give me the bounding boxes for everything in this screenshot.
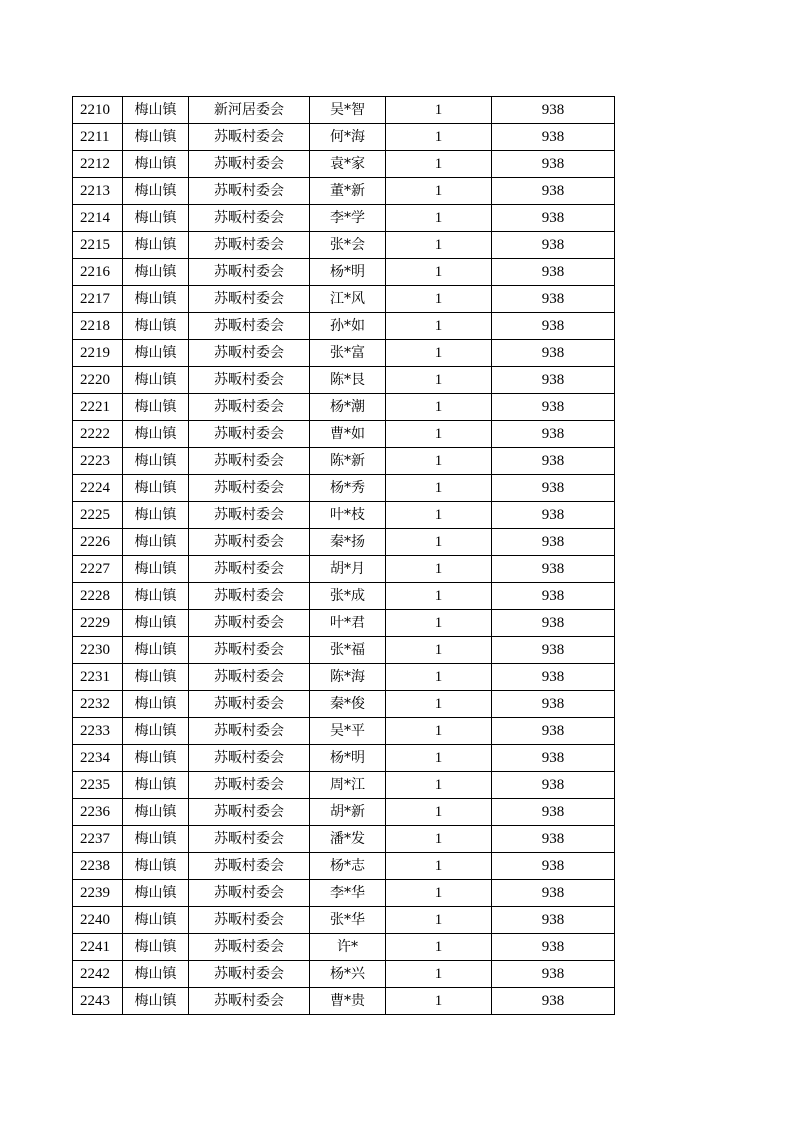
cell-town: 梅山镇 xyxy=(123,799,189,826)
cell-amount: 938 xyxy=(492,475,615,502)
cell-person-name: 张*福 xyxy=(310,637,386,664)
cell-village-committee: 苏畈村委会 xyxy=(189,691,310,718)
cell-town: 梅山镇 xyxy=(123,529,189,556)
cell-town: 梅山镇 xyxy=(123,502,189,529)
cell-town: 梅山镇 xyxy=(123,988,189,1015)
cell-town: 梅山镇 xyxy=(123,610,189,637)
cell-serial-number: 2236 xyxy=(73,799,123,826)
cell-serial-number: 2237 xyxy=(73,826,123,853)
cell-amount: 938 xyxy=(492,97,615,124)
cell-town: 梅山镇 xyxy=(123,907,189,934)
cell-person-name: 张*会 xyxy=(310,232,386,259)
cell-village-committee: 苏畈村委会 xyxy=(189,934,310,961)
cell-person-name: 叶*君 xyxy=(310,610,386,637)
roster-table-body xyxy=(73,97,615,1015)
cell-village-committee: 苏畈村委会 xyxy=(189,718,310,745)
table-row xyxy=(73,880,615,907)
cell-village-committee: 苏畈村委会 xyxy=(189,529,310,556)
cell-serial-number: 2227 xyxy=(73,556,123,583)
cell-amount: 938 xyxy=(492,151,615,178)
cell-serial-number: 2218 xyxy=(73,313,123,340)
cell-town: 梅山镇 xyxy=(123,826,189,853)
cell-amount: 938 xyxy=(492,502,615,529)
cell-person-name: 潘*发 xyxy=(310,826,386,853)
cell-serial-number: 2223 xyxy=(73,448,123,475)
cell-person-name: 李*华 xyxy=(310,880,386,907)
cell-amount: 938 xyxy=(492,529,615,556)
cell-serial-number: 2229 xyxy=(73,610,123,637)
cell-count: 1 xyxy=(386,934,492,961)
cell-count: 1 xyxy=(386,421,492,448)
table-row xyxy=(73,583,615,610)
table-row xyxy=(73,853,615,880)
cell-amount: 938 xyxy=(492,799,615,826)
cell-town: 梅山镇 xyxy=(123,259,189,286)
cell-town: 梅山镇 xyxy=(123,583,189,610)
cell-count: 1 xyxy=(386,637,492,664)
cell-village-committee: 苏畈村委会 xyxy=(189,448,310,475)
table-row xyxy=(73,286,615,313)
cell-town: 梅山镇 xyxy=(123,286,189,313)
cell-count: 1 xyxy=(386,205,492,232)
cell-serial-number: 2234 xyxy=(73,745,123,772)
cell-person-name: 陈*海 xyxy=(310,664,386,691)
cell-person-name: 江*风 xyxy=(310,286,386,313)
table-row xyxy=(73,178,615,205)
cell-count: 1 xyxy=(386,718,492,745)
table-row xyxy=(73,799,615,826)
cell-town: 梅山镇 xyxy=(123,448,189,475)
cell-amount: 938 xyxy=(492,880,615,907)
cell-person-name: 董*新 xyxy=(310,178,386,205)
cell-village-committee: 苏畈村委会 xyxy=(189,367,310,394)
table-row xyxy=(73,340,615,367)
cell-person-name: 吴*智 xyxy=(310,97,386,124)
cell-serial-number: 2241 xyxy=(73,934,123,961)
table-row xyxy=(73,421,615,448)
cell-amount: 938 xyxy=(492,259,615,286)
cell-serial-number: 2230 xyxy=(73,637,123,664)
cell-serial-number: 2240 xyxy=(73,907,123,934)
cell-count: 1 xyxy=(386,907,492,934)
cell-amount: 938 xyxy=(492,205,615,232)
cell-person-name: 杨*明 xyxy=(310,259,386,286)
cell-count: 1 xyxy=(386,745,492,772)
table-row xyxy=(73,259,615,286)
cell-serial-number: 2242 xyxy=(73,961,123,988)
cell-amount: 938 xyxy=(492,313,615,340)
cell-village-committee: 苏畈村委会 xyxy=(189,988,310,1015)
table-row xyxy=(73,556,615,583)
cell-village-committee: 苏畈村委会 xyxy=(189,745,310,772)
table-row xyxy=(73,151,615,178)
table-row xyxy=(73,313,615,340)
cell-count: 1 xyxy=(386,367,492,394)
cell-town: 梅山镇 xyxy=(123,124,189,151)
cell-amount: 938 xyxy=(492,718,615,745)
cell-town: 梅山镇 xyxy=(123,421,189,448)
cell-person-name: 杨*潮 xyxy=(310,394,386,421)
table-row xyxy=(73,232,615,259)
cell-amount: 938 xyxy=(492,826,615,853)
cell-village-committee: 苏畈村委会 xyxy=(189,394,310,421)
cell-person-name: 孙*如 xyxy=(310,313,386,340)
cell-town: 梅山镇 xyxy=(123,934,189,961)
cell-serial-number: 2233 xyxy=(73,718,123,745)
cell-count: 1 xyxy=(386,178,492,205)
cell-amount: 938 xyxy=(492,556,615,583)
table-row xyxy=(73,961,615,988)
table-row xyxy=(73,664,615,691)
cell-amount: 938 xyxy=(492,664,615,691)
roster-table xyxy=(72,96,615,1015)
cell-town: 梅山镇 xyxy=(123,151,189,178)
cell-village-committee: 苏畈村委会 xyxy=(189,637,310,664)
cell-amount: 938 xyxy=(492,637,615,664)
table-row xyxy=(73,475,615,502)
table-row xyxy=(73,394,615,421)
cell-town: 梅山镇 xyxy=(123,637,189,664)
cell-village-committee: 苏畈村委会 xyxy=(189,475,310,502)
cell-person-name: 胡*月 xyxy=(310,556,386,583)
cell-town: 梅山镇 xyxy=(123,718,189,745)
cell-amount: 938 xyxy=(492,691,615,718)
cell-amount: 938 xyxy=(492,934,615,961)
table-row xyxy=(73,529,615,556)
cell-village-committee: 苏畈村委会 xyxy=(189,880,310,907)
cell-person-name: 袁*家 xyxy=(310,151,386,178)
cell-village-committee: 苏畈村委会 xyxy=(189,610,310,637)
table-row xyxy=(73,691,615,718)
cell-person-name: 吴*平 xyxy=(310,718,386,745)
cell-serial-number: 2219 xyxy=(73,340,123,367)
cell-count: 1 xyxy=(386,961,492,988)
cell-town: 梅山镇 xyxy=(123,745,189,772)
cell-person-name: 李*学 xyxy=(310,205,386,232)
table-row xyxy=(73,745,615,772)
cell-count: 1 xyxy=(386,691,492,718)
cell-village-committee: 苏畈村委会 xyxy=(189,205,310,232)
cell-amount: 938 xyxy=(492,421,615,448)
cell-town: 梅山镇 xyxy=(123,691,189,718)
cell-serial-number: 2239 xyxy=(73,880,123,907)
cell-village-committee: 苏畈村委会 xyxy=(189,286,310,313)
cell-village-committee: 苏畈村委会 xyxy=(189,907,310,934)
cell-amount: 938 xyxy=(492,124,615,151)
cell-count: 1 xyxy=(386,772,492,799)
cell-amount: 938 xyxy=(492,448,615,475)
cell-amount: 938 xyxy=(492,907,615,934)
cell-village-committee: 苏畈村委会 xyxy=(189,340,310,367)
cell-town: 梅山镇 xyxy=(123,880,189,907)
cell-count: 1 xyxy=(386,313,492,340)
cell-town: 梅山镇 xyxy=(123,313,189,340)
cell-village-committee: 苏畈村委会 xyxy=(189,502,310,529)
cell-serial-number: 2225 xyxy=(73,502,123,529)
table-row xyxy=(73,97,615,124)
cell-serial-number: 2220 xyxy=(73,367,123,394)
table-row xyxy=(73,907,615,934)
table-row xyxy=(73,826,615,853)
cell-village-committee: 苏畈村委会 xyxy=(189,799,310,826)
cell-person-name: 周*江 xyxy=(310,772,386,799)
cell-village-committee: 苏畈村委会 xyxy=(189,124,310,151)
cell-count: 1 xyxy=(386,475,492,502)
cell-serial-number: 2211 xyxy=(73,124,123,151)
cell-count: 1 xyxy=(386,394,492,421)
cell-village-committee: 苏畈村委会 xyxy=(189,772,310,799)
cell-serial-number: 2224 xyxy=(73,475,123,502)
cell-count: 1 xyxy=(386,583,492,610)
cell-count: 1 xyxy=(386,97,492,124)
table-row xyxy=(73,772,615,799)
cell-amount: 938 xyxy=(492,745,615,772)
cell-count: 1 xyxy=(386,340,492,367)
cell-town: 梅山镇 xyxy=(123,367,189,394)
table-row xyxy=(73,502,615,529)
cell-serial-number: 2232 xyxy=(73,691,123,718)
cell-person-name: 陈*艮 xyxy=(310,367,386,394)
cell-person-name: 叶*枝 xyxy=(310,502,386,529)
cell-serial-number: 2213 xyxy=(73,178,123,205)
cell-person-name: 秦*俊 xyxy=(310,691,386,718)
cell-village-committee: 苏畈村委会 xyxy=(189,826,310,853)
cell-amount: 938 xyxy=(492,232,615,259)
cell-town: 梅山镇 xyxy=(123,205,189,232)
cell-count: 1 xyxy=(386,799,492,826)
cell-village-committee: 苏畈村委会 xyxy=(189,232,310,259)
cell-person-name: 陈*新 xyxy=(310,448,386,475)
cell-serial-number: 2222 xyxy=(73,421,123,448)
cell-town: 梅山镇 xyxy=(123,556,189,583)
cell-village-committee: 新河居委会 xyxy=(189,97,310,124)
cell-town: 梅山镇 xyxy=(123,853,189,880)
cell-count: 1 xyxy=(386,286,492,313)
cell-village-committee: 苏畈村委会 xyxy=(189,556,310,583)
cell-count: 1 xyxy=(386,880,492,907)
cell-town: 梅山镇 xyxy=(123,340,189,367)
cell-count: 1 xyxy=(386,826,492,853)
table-row xyxy=(73,988,615,1015)
cell-village-committee: 苏畈村委会 xyxy=(189,961,310,988)
cell-serial-number: 2216 xyxy=(73,259,123,286)
cell-person-name: 曹*如 xyxy=(310,421,386,448)
cell-amount: 938 xyxy=(492,286,615,313)
cell-village-committee: 苏畈村委会 xyxy=(189,313,310,340)
cell-amount: 938 xyxy=(492,367,615,394)
cell-serial-number: 2215 xyxy=(73,232,123,259)
cell-town: 梅山镇 xyxy=(123,394,189,421)
cell-serial-number: 2214 xyxy=(73,205,123,232)
cell-count: 1 xyxy=(386,664,492,691)
cell-town: 梅山镇 xyxy=(123,97,189,124)
cell-village-committee: 苏畈村委会 xyxy=(189,853,310,880)
cell-amount: 938 xyxy=(492,988,615,1015)
cell-serial-number: 2243 xyxy=(73,988,123,1015)
cell-person-name: 许* xyxy=(310,934,386,961)
cell-person-name: 杨*秀 xyxy=(310,475,386,502)
table-row xyxy=(73,610,615,637)
cell-amount: 938 xyxy=(492,610,615,637)
cell-serial-number: 2221 xyxy=(73,394,123,421)
cell-serial-number: 2226 xyxy=(73,529,123,556)
cell-count: 1 xyxy=(386,124,492,151)
cell-town: 梅山镇 xyxy=(123,232,189,259)
table-row xyxy=(73,637,615,664)
cell-count: 1 xyxy=(386,448,492,475)
cell-serial-number: 2231 xyxy=(73,664,123,691)
cell-count: 1 xyxy=(386,502,492,529)
cell-amount: 938 xyxy=(492,394,615,421)
cell-person-name: 何*海 xyxy=(310,124,386,151)
cell-person-name: 杨*志 xyxy=(310,853,386,880)
cell-serial-number: 2235 xyxy=(73,772,123,799)
cell-town: 梅山镇 xyxy=(123,772,189,799)
cell-count: 1 xyxy=(386,529,492,556)
cell-town: 梅山镇 xyxy=(123,664,189,691)
cell-town: 梅山镇 xyxy=(123,475,189,502)
cell-serial-number: 2228 xyxy=(73,583,123,610)
cell-amount: 938 xyxy=(492,178,615,205)
cell-count: 1 xyxy=(386,556,492,583)
cell-serial-number: 2217 xyxy=(73,286,123,313)
cell-amount: 938 xyxy=(492,961,615,988)
cell-person-name: 胡*新 xyxy=(310,799,386,826)
table-row xyxy=(73,934,615,961)
cell-count: 1 xyxy=(386,610,492,637)
cell-person-name: 张*成 xyxy=(310,583,386,610)
cell-count: 1 xyxy=(386,259,492,286)
cell-amount: 938 xyxy=(492,772,615,799)
cell-amount: 938 xyxy=(492,583,615,610)
cell-town: 梅山镇 xyxy=(123,961,189,988)
table-row xyxy=(73,367,615,394)
cell-village-committee: 苏畈村委会 xyxy=(189,664,310,691)
cell-amount: 938 xyxy=(492,853,615,880)
cell-person-name: 杨*明 xyxy=(310,745,386,772)
cell-person-name: 张*富 xyxy=(310,340,386,367)
cell-village-committee: 苏畈村委会 xyxy=(189,583,310,610)
cell-serial-number: 2238 xyxy=(73,853,123,880)
table-row xyxy=(73,448,615,475)
cell-village-committee: 苏畈村委会 xyxy=(189,259,310,286)
cell-count: 1 xyxy=(386,988,492,1015)
cell-count: 1 xyxy=(386,232,492,259)
cell-person-name: 杨*兴 xyxy=(310,961,386,988)
cell-serial-number: 2212 xyxy=(73,151,123,178)
cell-village-committee: 苏畈村委会 xyxy=(189,178,310,205)
cell-person-name: 曹*贵 xyxy=(310,988,386,1015)
cell-serial-number: 2210 xyxy=(73,97,123,124)
cell-amount: 938 xyxy=(492,340,615,367)
cell-person-name: 张*华 xyxy=(310,907,386,934)
cell-person-name: 秦*扬 xyxy=(310,529,386,556)
cell-village-committee: 苏畈村委会 xyxy=(189,421,310,448)
cell-count: 1 xyxy=(386,853,492,880)
table-row xyxy=(73,205,615,232)
cell-town: 梅山镇 xyxy=(123,178,189,205)
cell-count: 1 xyxy=(386,151,492,178)
table-row xyxy=(73,718,615,745)
cell-village-committee: 苏畈村委会 xyxy=(189,151,310,178)
table-row xyxy=(73,124,615,151)
